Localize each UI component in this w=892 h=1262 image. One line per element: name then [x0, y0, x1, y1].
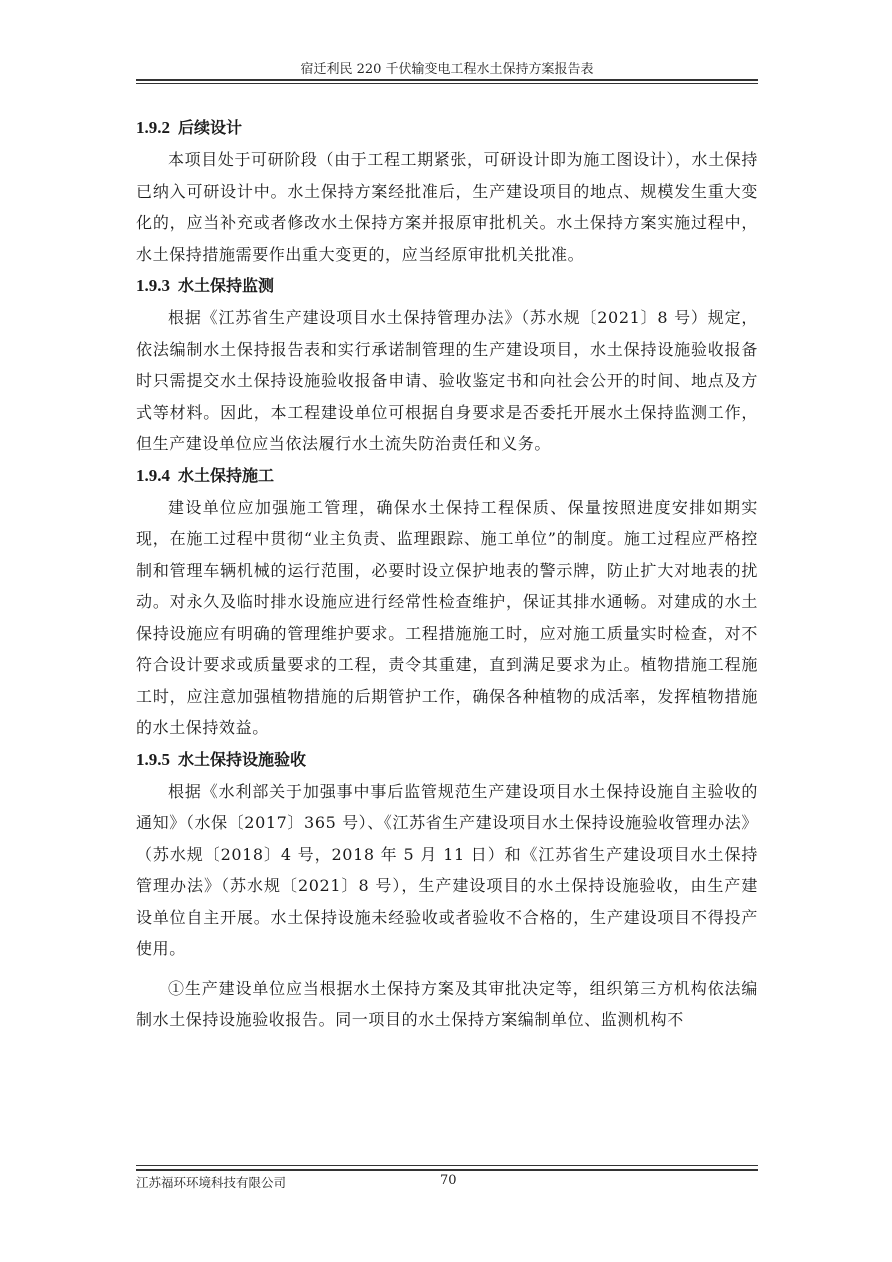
section-heading-1-9-3: 1.9.3 水土保持监测 — [136, 276, 275, 295]
paragraph: 本项目处于可研阶段（由于工程工期紧张，可研设计即为施工图设计），水土保持已纳入可研设计中。水土保持方案经批准后，生产建设项目的地点、规模发生重大变化的，应当补充或者修改水土保持方案并报原审批机关。水土保持方案实施过程中，水土保持措施需要作出重大变更的，应当经原审批机关批准。 — [136, 150, 758, 264]
section-heading-1-9-2: 1.9.2 后续设计 — [136, 118, 243, 137]
header-rule-thin — [136, 83, 758, 84]
footer-rule-thin — [136, 1165, 758, 1166]
page-number: 70 — [440, 1173, 457, 1188]
footer-company: 江苏福环环境科技有限公司 — [136, 1175, 287, 1190]
paragraph: 建设单位应加强施工管理，确保水土保持工程保质、保量按照进度安排如期实现，在施工过程中贯彻“业主负责、监理跟踪、施工单位”的制度。施工过程应严格控制和管理车辆机械的运行范围，必要时设立保护地表的警示牌，防止扩大对地表的扰动。对永久及临时排水设施应进行经常性检查维护，保证其排水通畅。对建成的水土保持设施应有明确的管理维护要求。工程措施施工时，应对施工质量实时检查，对不符合设计要求或质量要求的工程，责令其重建，直到满足要求为止。植物措施工程施工时，应注意加强植物措施的后期管护工作，确保各种植物的成活率，发挥植物措施的水土保持效益。 — [136, 497, 758, 737]
paragraph: 根据《江苏省生产建设项目水土保持管理办法》（苏水规〔2021〕8 号）规定，依法编制水土保持报告表和实行承诺制管理的生产建设项目，水土保持设施验收报备时只需提交水土保持设施验收报备申请、验收鉴定书和向社会公开的时间、地点及方式等材料。因此，本工程建设单位可根据自身要求是否委托开展水土保持监测工作，但生产建设单位应当依法履行水土流失防治责任和义务。 — [136, 308, 758, 453]
page-header: 宿迁利民 220 千伏输变电工程水土保持方案报告表 — [300, 62, 594, 77]
section-heading-1-9-4: 1.9.4 水土保持施工 — [136, 465, 275, 485]
page-content — [136, 112, 758, 1036]
footer-rule — [136, 1169, 758, 1171]
section-heading-1-9-5: 1.9.5 水土保持设施验收 — [136, 749, 307, 769]
header-rule — [136, 79, 758, 81]
paragraph: 根据《水利部关于加强事中事后监管规范生产建设项目水土保持设施自主验收的通知》（水保〔2017〕365 号）、《江苏省生产建设项目水土保持设施验收管理办法》（苏水规〔2018〕4 号，2018 年 5 月 11 日）和《江苏省生产建设项目水土保持管理办法》（苏水规〔2021〕8 号），生产建设项目的水土保持设施验收，由生产建设单位自主开展。水土保持设施未经验收或者验收不合格的，生产建设项目不得投产使用。 — [136, 781, 758, 958]
paragraph: ①生产建设单位应当根据水土保持方案及其审批决定等，组织第三方机构依法编制水土保持设施验收报告。同一项目的水土保持方案编制单位、监测机构不 — [136, 978, 758, 1029]
